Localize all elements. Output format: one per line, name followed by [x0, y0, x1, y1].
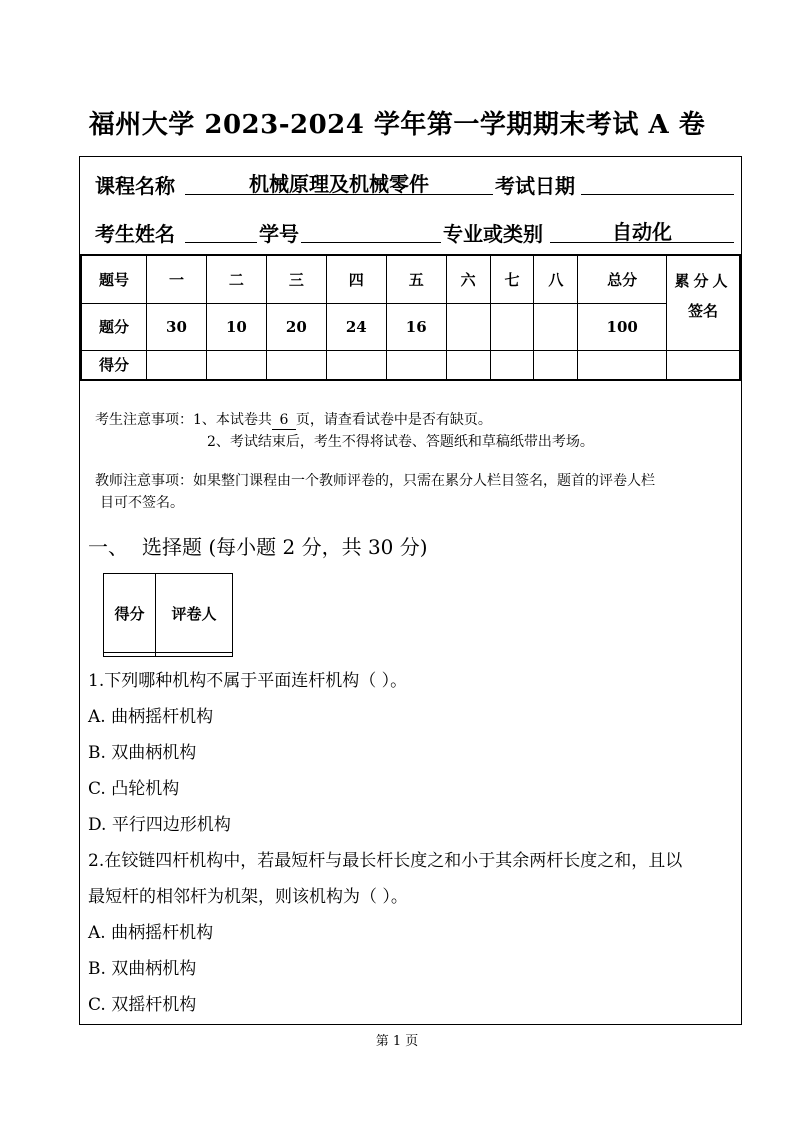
signer-header — [667, 255, 741, 350]
row-label-number: 题号 — [81, 255, 147, 303]
question-points — [446, 303, 490, 350]
question-1-option: C. 凸轮机构 — [88, 779, 180, 799]
question-number: 八 — [534, 255, 578, 303]
total-label: 总分 — [578, 255, 667, 303]
score-cell[interactable] — [490, 350, 534, 380]
major-label: 专业或类别 — [443, 222, 543, 246]
grader-score-label: 得分 — [104, 574, 156, 653]
question-2-stem-line2: 最短杆的相邻杆为机架，则该机构为（ ）。 — [88, 887, 408, 907]
student-note-1-suffix: 页，请查看试卷中是否有缺页。 — [295, 412, 492, 428]
question-points — [490, 303, 534, 350]
question-1-option: A. 曲柄摇杆机构 — [88, 707, 214, 727]
student-note-1-prefix: 1、本试卷共 — [193, 412, 272, 428]
score-cell[interactable] — [446, 350, 490, 380]
total-score-cell[interactable] — [578, 350, 667, 380]
question-number: 四 — [326, 255, 386, 303]
signer-line1: 累分人 — [674, 272, 732, 290]
question-1-option: D. 平行四边形机构 — [88, 815, 231, 835]
question-2-option: A. 曲柄摇杆机构 — [88, 923, 214, 943]
grader-person-label: 评卷人 — [155, 574, 232, 653]
teacher-notes-line2: 目可不签名。 — [100, 495, 184, 511]
section-title: 选择题 (每小题 2 分，共 30 分) — [142, 535, 428, 559]
question-number: 二 — [206, 255, 266, 303]
student-notes-line1 — [95, 409, 492, 431]
question-points — [534, 303, 578, 350]
date-label: 考试日期 — [495, 174, 575, 198]
grader-person-cell[interactable] — [155, 653, 232, 657]
score-table — [80, 254, 741, 381]
score-cell[interactable] — [386, 350, 446, 380]
student-id-label: 学号 — [259, 222, 299, 246]
question-number: 五 — [386, 255, 446, 303]
question-points: 20 — [266, 303, 326, 350]
teacher-notes-line1: 教师注意事项：如果整门课程由一个教师评卷的，只需在累分人栏目签名，题首的评卷人栏 — [95, 473, 655, 489]
name-label: 考生姓名 — [95, 222, 175, 246]
section-number: 一、 — [88, 535, 128, 559]
question-points: 24 — [326, 303, 386, 350]
row-label-score: 得分 — [81, 350, 147, 380]
name-field — [185, 216, 257, 243]
signer-cell[interactable] — [667, 350, 741, 380]
score-cell[interactable] — [534, 350, 578, 380]
question-2-option: C. 双摇杆机构 — [88, 995, 197, 1015]
course-label: 课程名称 — [95, 174, 175, 198]
page-count: 6 — [272, 411, 296, 430]
total-points: 100 — [578, 303, 667, 350]
question-number: 七 — [490, 255, 534, 303]
major-field: 自动化 — [550, 216, 734, 243]
grader-table — [103, 573, 233, 657]
student-note-2: 2、考试结束后，考生不得将试卷、答题纸和草稿纸带出考场。 — [207, 434, 594, 450]
question-number: 六 — [446, 255, 490, 303]
question-number: 一 — [147, 255, 207, 303]
course-field: 机械原理及机械零件 — [185, 168, 493, 195]
question-number: 三 — [266, 255, 326, 303]
question-2-stem-line1: 2.在铰链四杆机构中，若最短杆与最长杆长度之和小于其余两杆长度之和，且以 — [88, 851, 683, 871]
score-cell[interactable] — [147, 350, 207, 380]
student-notes-label: 考生注意事项： — [95, 412, 193, 428]
question-points: 30 — [147, 303, 207, 350]
score-cell[interactable] — [206, 350, 266, 380]
date-field — [581, 168, 734, 195]
student-id-field — [301, 216, 441, 243]
question-points: 16 — [386, 303, 446, 350]
question-points: 10 — [206, 303, 266, 350]
grader-score-cell[interactable] — [104, 653, 156, 657]
signer-line2: 签名 — [687, 302, 718, 320]
row-label-points: 题分 — [81, 303, 147, 350]
question-1-option: B. 双曲柄机构 — [88, 743, 197, 763]
page-footer: 第 1 页 — [375, 1034, 419, 1049]
exam-title: 福州大学 2023-2024 学年第一学期期末考试 A 卷 — [88, 110, 706, 140]
score-cell[interactable] — [266, 350, 326, 380]
question-1-stem: 1.下列哪种机构不属于平面连杆机构（ ）。 — [88, 671, 408, 691]
score-cell[interactable] — [326, 350, 386, 380]
question-2-option: B. 双曲柄机构 — [88, 959, 197, 979]
